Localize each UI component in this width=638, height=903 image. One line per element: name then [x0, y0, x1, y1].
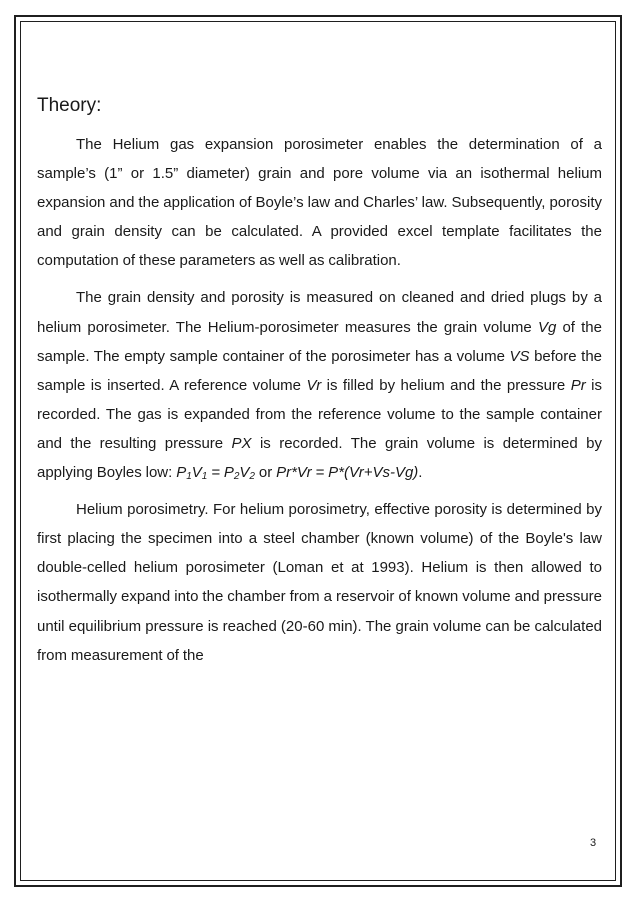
- text-run: or: [254, 464, 277, 482]
- text-run: is recorded. The grain volume is determined by applying Boyles low:: [37, 434, 602, 482]
- eq-subscript: 1: [201, 471, 208, 483]
- eq-symbol: V: [191, 464, 202, 482]
- text-run: is recorded. The gas is expanded from the reference volume to the sample container and the resulting pressure: [37, 376, 602, 452]
- document-body: [37, 94, 602, 678]
- variable-vg: Vg: [537, 318, 557, 336]
- paragraph-intro: The Helium gas expansion porosimeter enables the determination of a sample’s (1” or 1.5” diameter) grain and pore volume via an isothermal helium expansion and the application of Boyle’s law and Charles’ law. Subsequently, porosity and grain density can be calculated. A provided excel template facilitates the computation of these parameters as well as calibration.: [37, 136, 602, 270]
- boyle-equation: [176, 464, 255, 481]
- text-run: The grain density and porosity is measured on cleaned and dried plugs by a helium porosimeter. The Helium-porosimeter measures the grain volume: [37, 289, 602, 336]
- variable-vr: Vr: [306, 376, 322, 394]
- eq-symbol: V: [239, 464, 250, 482]
- variable-vs: VS: [509, 347, 530, 365]
- paragraph-method: [37, 283, 602, 487]
- variable-pr: Pr: [570, 376, 586, 394]
- paragraph-helium-porosimetry: Helium porosimetry. For helium porosimetry, effective porosity is determined by first placing the specimen into a steel chamber (known volume) of the Boyle's law double-celled helium porosimeter (Loman et at 1993). Helium is then allowed to isothermally expand into the chamber from a reservoir of known volume and pressure until equilibrium pressure is reached (20-60 min). The grain volume can be calculated from measurement of the: [37, 501, 602, 664]
- eq-symbol: P: [176, 464, 187, 482]
- text-run: .: [418, 464, 423, 482]
- text-run: of the sample. The empty sample container of the porosimeter has a volume: [37, 318, 602, 365]
- grain-volume-formula: Pr*Vr = P*(Vr+Vs-Vg): [276, 464, 419, 482]
- eq-subscript: 2: [233, 471, 240, 483]
- eq-subscript: 2: [249, 471, 255, 483]
- section-heading: Theory:: [37, 95, 102, 116]
- page-number: 3: [590, 837, 597, 849]
- eq-symbol: = P: [207, 464, 234, 482]
- variable-px: PX: [231, 434, 252, 452]
- text-run: before the sample is inserted. A reference volume: [37, 347, 602, 394]
- eq-subscript: 1: [186, 471, 192, 483]
- text-run: is filled by helium and the pressure: [321, 376, 571, 394]
